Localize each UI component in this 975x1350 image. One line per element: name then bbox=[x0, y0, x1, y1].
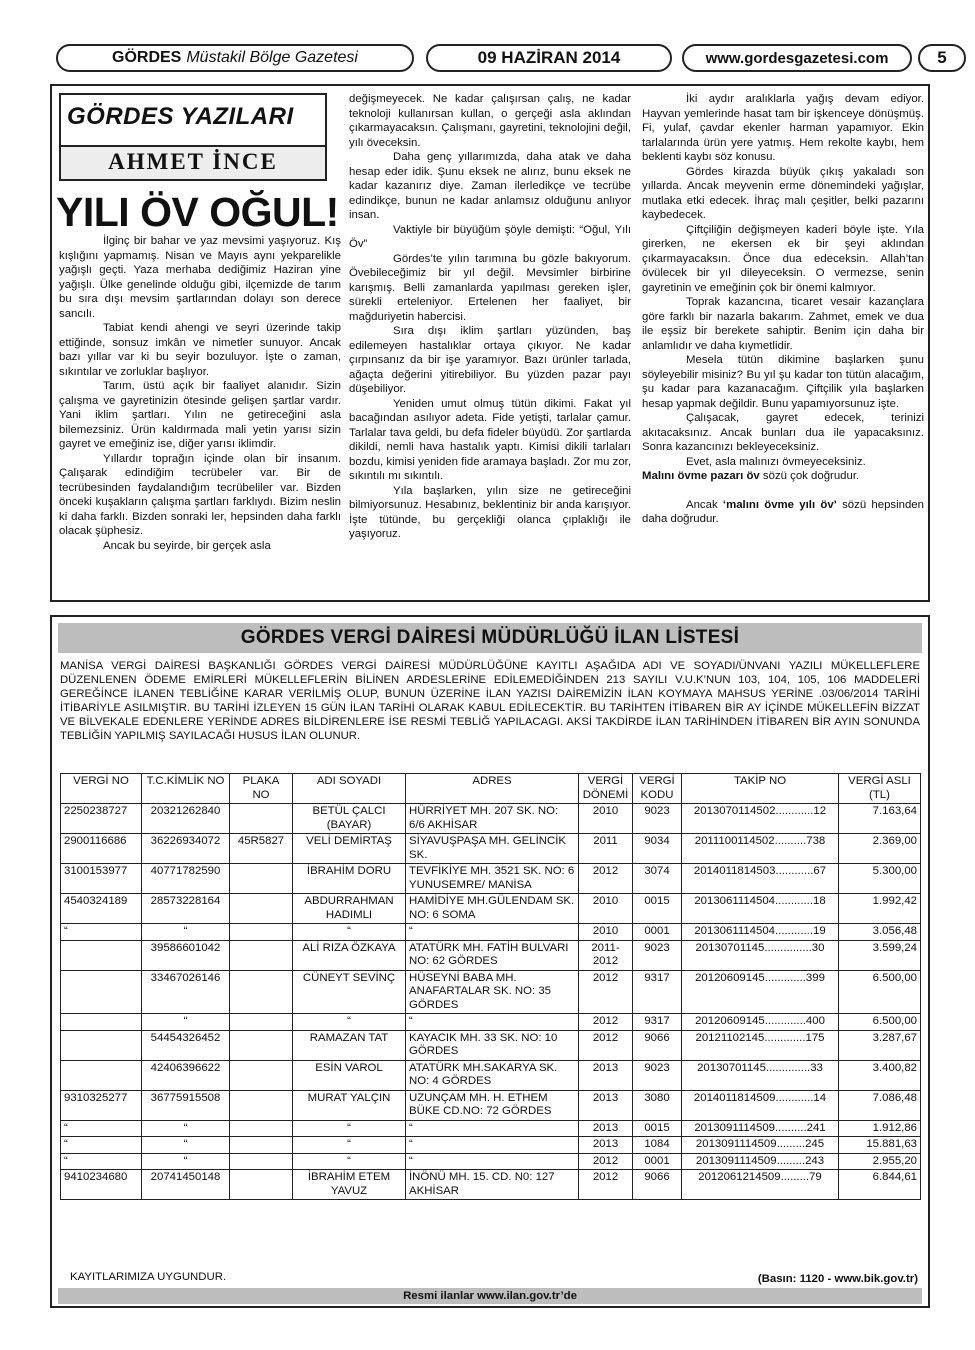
table-cell: 45R5827 bbox=[230, 834, 293, 864]
table-cell: 2012 bbox=[579, 970, 633, 1014]
paragraph: Vaktiyle bir büyüğüm şöyle demişti: “Oğul, Yılı Öv” bbox=[349, 223, 631, 250]
column-article bbox=[50, 84, 930, 602]
paper-subtitle: Müstakil Bölge Gazetesi bbox=[186, 49, 358, 66]
table-cell: 33467026146 bbox=[142, 970, 230, 1014]
table-cell: 0001 bbox=[633, 924, 682, 941]
table-cell bbox=[230, 924, 293, 941]
table-cell: ALİ RIZA ÖZKAYA bbox=[293, 940, 406, 970]
column-header: VERGİ KODU bbox=[633, 774, 682, 804]
table-row bbox=[61, 1090, 921, 1120]
column-label-box bbox=[59, 93, 327, 181]
table-cell: 2013091114509.........243 bbox=[682, 1153, 839, 1170]
table-cell: ATATÜRK MH.SAKARYA SK. NO: 4 GÖRDES bbox=[406, 1060, 579, 1090]
table-row bbox=[61, 894, 921, 924]
table-cell: 3.599,24 bbox=[839, 940, 921, 970]
table-cell bbox=[61, 1030, 142, 1060]
notice-title: GÖRDES VERGİ DAİRESİ MÜDÜRLÜĞÜ İLAN LİSTESİ bbox=[58, 623, 922, 653]
table-cell: 2010 bbox=[579, 924, 633, 941]
table-cell: 2011100114502..........738 bbox=[682, 834, 839, 864]
table-cell: 2010 bbox=[579, 894, 633, 924]
table-cell: 2013 bbox=[579, 1120, 633, 1137]
table-row bbox=[61, 924, 921, 941]
column-author: AHMET İNCE bbox=[108, 149, 278, 174]
table-cell: 9317 bbox=[633, 970, 682, 1014]
paragraph: Ancak bu seyirde, bir gerçek asla bbox=[103, 539, 271, 552]
table-cell bbox=[230, 970, 293, 1014]
table-cell: HÜRRİYET MH. 207 SK. NO: 6/6 AKHİSAR bbox=[406, 804, 579, 834]
table-cell: 2012 bbox=[579, 864, 633, 894]
table-cell: 3080 bbox=[633, 1090, 682, 1120]
tax-notice bbox=[50, 615, 930, 1308]
bold-phrase: Malını övme pazarı öv bbox=[642, 470, 760, 482]
table-cell bbox=[230, 864, 293, 894]
table-cell: 2012 bbox=[579, 1153, 633, 1170]
table-cell: 0015 bbox=[633, 894, 682, 924]
phrase-post: sözü hepsinden daha doğrudur. bbox=[642, 498, 924, 525]
table-cell bbox=[230, 1090, 293, 1120]
table-cell: 9310325277 bbox=[61, 1090, 142, 1120]
table-row bbox=[61, 970, 921, 1014]
table-cell: 1.992,42 bbox=[839, 894, 921, 924]
table-row bbox=[61, 1014, 921, 1031]
table-cell: 3074 bbox=[633, 864, 682, 894]
table-cell: 9317 bbox=[633, 1014, 682, 1031]
table-cell: 3100153977 bbox=[61, 864, 142, 894]
table-cell: ABDURRAHMAN HADIMLI bbox=[293, 894, 406, 924]
table-cell: 2013 bbox=[579, 1090, 633, 1120]
paragraph: değişmeyecek. Ne kadar çalışırsan çalış, ne kadar teknoloji kullanırsan kullan, o gerçeği asla aklından çıkarmayacaksın. Çalışmanı, gayretini, teknolojini değil, yılı öveceksin. bbox=[349, 93, 631, 149]
table-cell: “ bbox=[406, 1014, 579, 1031]
column-label: GÖRDES YAZILARI bbox=[67, 103, 294, 130]
article-column-1 bbox=[59, 234, 341, 553]
paragraph: Mesela tütün dikimine başlarken şunu söyleyebilir misiniz? Bu yıl şu kadar ton tütün alacağım, şu kadar para kazanacağım. Çiftçilik yıla başlarken hesap yapmak değildir. Bunu yapamıyorsunuz işte. bbox=[642, 354, 924, 410]
table-cell: MURAT YALÇIN bbox=[293, 1090, 406, 1120]
table-cell: “ bbox=[142, 1137, 230, 1154]
table-row bbox=[61, 1153, 921, 1170]
table-cell: “ bbox=[406, 924, 579, 941]
column-header: PLAKA NO bbox=[230, 774, 293, 804]
table-cell: 3.287,67 bbox=[839, 1030, 921, 1060]
table-cell: “ bbox=[293, 1014, 406, 1031]
table-cell: 2.369,00 bbox=[839, 834, 921, 864]
table-cell: 9023 bbox=[633, 1060, 682, 1090]
table-cell: 9034 bbox=[633, 834, 682, 864]
table-cell: 3.400,82 bbox=[839, 1060, 921, 1090]
table-cell: RAMAZAN TAT bbox=[293, 1030, 406, 1060]
table-cell: 5.300,00 bbox=[839, 864, 921, 894]
table-cell: 2011-2012 bbox=[579, 940, 633, 970]
table-cell: “ bbox=[293, 1153, 406, 1170]
table-cell: KAYACIK MH. 33 SK. NO: 10 GÖRDES bbox=[406, 1030, 579, 1060]
table-cell: İNÖNÜ MH. 15. CD. N0: 127 AKHİSAR bbox=[406, 1170, 579, 1200]
table-cell: 39586601042 bbox=[142, 940, 230, 970]
table-cell bbox=[230, 894, 293, 924]
paragraph: Yeniden umut olmuş tütün dikimi. Fakat yıl bacağından asılıyor adeta. Fide yetişti, tarlalar çamur. Tarlalar tava geldi, bu defa fideler büyüdü. Zor şartlarda dikildi, nemli hava hastalık yaptı. Kimisi dikili tarlaları bozdu, kimisi yeniden fide aramaya başladı. Zor mu zor, sıkıntılı mı sıkıntılı. bbox=[349, 397, 631, 482]
paragraph: Sıra dışı iklim şartları yüzünden, baş edilemeyen hastalıklar ortaya çıkıyor. Ne kadar çırpınsanız da bir işe yaramıyor. Bazı ürünler tarlada, ağaçta değerini yitirebiliyor. Bu yüzden pazar payı düşebiliyor. bbox=[349, 325, 631, 395]
paragraph: Daha genç yıllarımızda, daha atak ve daha hesap eder idik. Şunu eksek ne alırız, bunu eksek ne kadar kazanırız diye. Zaman ilerledikçe ve tecrübe edindikçe, bunun ne kadar anlamsız olduğunu anlıyor insan. bbox=[349, 151, 631, 221]
table-cell bbox=[61, 940, 142, 970]
table-cell: 20120609145.............400 bbox=[682, 1014, 839, 1031]
paragraph bbox=[642, 498, 924, 527]
table-cell: 2013091114509.........245 bbox=[682, 1137, 839, 1154]
table-row bbox=[61, 1030, 921, 1060]
table-cell: “ bbox=[142, 924, 230, 941]
table-cell: 6.500,00 bbox=[839, 970, 921, 1014]
table-cell: “ bbox=[61, 1120, 142, 1137]
paragraph: Gördes kirazda büyük çıkış yakaladı son yıllarda. Ancak meyvenin erme dönemindeki yağışlar, mutlaka etki edecek. İhraç malı çeşitler, belki pazarını kaybedecek. bbox=[642, 165, 924, 221]
table-row bbox=[61, 1060, 921, 1090]
paragraph: Yıllardır toprağın içinde olan bir insanım. Çalışarak edindiğim tecrübeler var. Bir de tecrübesinden faydalandığım tecrübeliler var. Bizden önceki kuşakların çalışma şartları farklıydı. Bizim neslin ki daha farklı. Bizden sonraki ler, hepsinden daha farklı olacak şüphesiz. bbox=[59, 452, 341, 537]
article-column-3 bbox=[642, 92, 924, 527]
bold-phrase: ‘malını övme yılı öv’ bbox=[722, 498, 837, 511]
table-cell: “ bbox=[61, 1153, 142, 1170]
paragraph: Tabiat kendi ahengi ve seyri üzerinde takip ettiğinde, sonsuz imkân ve nimetler sunuyor. Ancak bazı yıllar var ki bu seyir bozuluyor. İşte o zaman, sıkıntılar ve zorluklar başlıyor. bbox=[59, 322, 341, 378]
table-cell: “ bbox=[293, 924, 406, 941]
table-cell: 54454326452 bbox=[142, 1030, 230, 1060]
paper-name: GÖRDES bbox=[112, 49, 182, 66]
paragraph: İki aydır aralıklarla yağış devam ediyor. Hayvan yemlerinde hasat tam bir işkenceye dönüşmüş. Fi, yulaf, çavdar ekenler harman yapamıyor. Ekin tarlalarında ürün yere yatmış. Hem rekolte kaybı, hem beklenti kaybı söz konusu. bbox=[642, 93, 924, 163]
table-cell: 36775915508 bbox=[142, 1090, 230, 1120]
table-cell: 20120609145.............399 bbox=[682, 970, 839, 1014]
phrase-pre: Ancak bbox=[686, 498, 723, 511]
table-row bbox=[61, 1137, 921, 1154]
paragraph: Yıla başlarken, yılın size ne getireceğini bilmiyorsunuz. Hesabınız, beklentiniz bir anda karışıyor. İşte tütünde, bu gerçekliği olanca çıplaklığı ile yaşıyoruz. bbox=[349, 484, 631, 540]
article-headline: YILI ÖV OĞUL! bbox=[56, 189, 339, 235]
column-header: T.C.KİMLİK NO bbox=[142, 774, 230, 804]
paragraph: Tarım, üstü açık bir faaliyet alanıdır. Sizin çalışma ve gayretinizin ötesinde gelişen şartlar vardır. Yani iklim şartları. Yılın ne getireceğini asla bilemezsiniz. Ürün kaldırmada mali yetin yarısı sizin gayret ve emeğiniz ise, diğer yarısı iklimdir. bbox=[59, 380, 341, 450]
table-cell bbox=[61, 970, 142, 1014]
table-cell: “ bbox=[142, 1120, 230, 1137]
table-cell: 2012 bbox=[579, 1030, 633, 1060]
table-cell: 20130701145...............30 bbox=[682, 940, 839, 970]
table-cell bbox=[230, 1030, 293, 1060]
table-cell bbox=[230, 940, 293, 970]
table-cell: 20741450148 bbox=[142, 1170, 230, 1200]
table-cell: 20121102145.............175 bbox=[682, 1030, 839, 1060]
table-cell: 2011 bbox=[579, 834, 633, 864]
paragraph: Evet, asla malınızı övmeyeceksiniz. bbox=[686, 455, 866, 468]
table-cell: 28573228164 bbox=[142, 894, 230, 924]
table-cell: 42406396622 bbox=[142, 1060, 230, 1090]
table-row bbox=[61, 834, 921, 864]
paragraph: Çalışacak, gayret edecek, terinizi akıtacaksınız. Ancak bunları dua ile yapacaksınız. Sonra kazancınızı bekleyeceksiniz. bbox=[642, 412, 924, 453]
table-cell: CÜNEYT SEVİNÇ bbox=[293, 970, 406, 1014]
table-cell: 6.500,00 bbox=[839, 1014, 921, 1031]
table-cell: 2900116686 bbox=[61, 834, 142, 864]
table-cell: HÜSEYNİ BABA MH. ANAFARTALAR SK. NO: 35 GÖRDES bbox=[406, 970, 579, 1014]
table-cell: 0001 bbox=[633, 1153, 682, 1170]
table-cell: 3.056,48 bbox=[839, 924, 921, 941]
issue-date: 09 HAZİRAN 2014 bbox=[426, 44, 672, 72]
table-cell: 40771782590 bbox=[142, 864, 230, 894]
table-cell: 2013061114504............19 bbox=[682, 924, 839, 941]
table-cell: UZUNÇAM MH. H. ETHEM BÜKE CD.NO: 72 GÖRDES bbox=[406, 1090, 579, 1120]
table-cell bbox=[230, 1060, 293, 1090]
table-cell: “ bbox=[406, 1153, 579, 1170]
newspaper-header bbox=[48, 40, 947, 78]
notice-footer-note: KAYITLARIMIZA UYGUNDUR. bbox=[70, 1271, 227, 1283]
column-header: VERGİ DÖNEMİ bbox=[579, 774, 633, 804]
table-cell: “ bbox=[61, 1137, 142, 1154]
table-cell: 2012061214509.........79 bbox=[682, 1170, 839, 1200]
table-cell: ATATÜRK MH. FATİH BULVARI NO: 62 GÖRDES bbox=[406, 940, 579, 970]
table-cell: 2013070114502............12 bbox=[682, 804, 839, 834]
table-cell bbox=[230, 1170, 293, 1200]
table-cell: 2010 bbox=[579, 804, 633, 834]
table-cell: 4540324189 bbox=[61, 894, 142, 924]
page-number: 5 bbox=[918, 44, 966, 72]
table-cell: VELİ DEMİRTAŞ bbox=[293, 834, 406, 864]
table-cell: ESİN VAROL bbox=[293, 1060, 406, 1090]
table-cell: 2012 bbox=[579, 1170, 633, 1200]
website-link[interactable]: www.gordesgazetesi.com bbox=[682, 44, 912, 72]
table-cell: 2.955,20 bbox=[839, 1153, 921, 1170]
table-row bbox=[61, 940, 921, 970]
table-cell: “ bbox=[142, 1153, 230, 1170]
table-cell: HAMİDİYE MH.GÜLENDAM SK. NO: 6 SOMA bbox=[406, 894, 579, 924]
table-header bbox=[61, 774, 921, 804]
table-cell: 9066 bbox=[633, 1030, 682, 1060]
table-cell bbox=[230, 1153, 293, 1170]
table-cell: 1084 bbox=[633, 1137, 682, 1154]
press-reference: (Basın: 1120 - www.bik.gov.tr) bbox=[757, 1273, 918, 1285]
table-cell: “ bbox=[293, 1137, 406, 1154]
table-cell: SİYAVUŞPAŞA MH. GELİNCİK SK. bbox=[406, 834, 579, 864]
table-cell: 9023 bbox=[633, 940, 682, 970]
table-cell: İBRAHİM ETEM YAVUZ bbox=[293, 1170, 406, 1200]
table-cell: 7.086,48 bbox=[839, 1090, 921, 1120]
column-header: TAKİP NO bbox=[682, 774, 839, 804]
table-cell: 9066 bbox=[633, 1170, 682, 1200]
table-cell: İBRAHİM DORU bbox=[293, 864, 406, 894]
table-cell: 2013091114509..........241 bbox=[682, 1120, 839, 1137]
table-cell: “ bbox=[406, 1120, 579, 1137]
table-cell: 1.912,86 bbox=[839, 1120, 921, 1137]
official-ads-bar: Resmi ilanlar www.ilan.gov.tr’de bbox=[58, 1288, 922, 1304]
paragraph: Toprak kazancına, ticaret vesair kazançlara göre farklı bir nazarla bakarım. Zahmet, emek ve dua ile eşsiz bir berekete sahiptir. Benim için daha bir anlamlıdır ve daha kıymetlidir. bbox=[642, 296, 924, 352]
table-cell bbox=[230, 1137, 293, 1154]
table-cell bbox=[230, 804, 293, 834]
table-cell: 2013061114504............18 bbox=[682, 894, 839, 924]
table-cell: 6.844,61 bbox=[839, 1170, 921, 1200]
paragraph bbox=[642, 469, 924, 484]
table-cell: 20130701145..............33 bbox=[682, 1060, 839, 1090]
table-cell: “ bbox=[61, 924, 142, 941]
paragraph: Çiftçiliğin değişmeyen kaderi böyle işte. Yıla girerken, ne ekersen ek bir şeyi aklından çıkarmayacaksın. Önce dua edeceksin. Allah’tan övülecek bir yıl dileyeceksin. O vermezse, senin gayretinin ve emeğinin çok bir önemi kalmıyor. bbox=[642, 223, 924, 294]
table-cell: 2014011814509............14 bbox=[682, 1090, 839, 1120]
table-cell: 7.163,64 bbox=[839, 804, 921, 834]
table-row bbox=[61, 804, 921, 834]
column-header: VERGİ NO bbox=[61, 774, 142, 804]
notice-intro: MANİSA VERGİ DAİRESİ BAŞKANLIĞI GÖRDES VERGİ DAİRESİ MÜDÜRLÜĞÜNE KAYITLI AŞAĞIDA ADI VE SOYADI/ÜNVANI YAZILI MÜKELLEFLERE DÜZENLENEN ÖDEME EMİRLERİ MÜKELLEFLERİN BİLİNEN ARDESLERİNE EDİLEMEDİĞİNDEN 213 SAYILI V.U.K’NUN 103, 104, 105, 106 MADDELERİ GEREĞİNCE İLANEN TEBLİĞİNE KARAR VERİLMİŞ OLUP, BUNUN ÜZERİNE İLAN YAZISI DAİREMİZİN İLAN KOYMAYA MAHSUS YERİNE .03/06/2014 TARİHİ İTİBARİYLE ASILMIŞTIR. BU TARİHİ İZLEYEN 15 GÜN İLAN TARİHİ OLARAK KABUL EDİLECEKTİR. BU TARİHTEN İTİBAREN BİR AY İÇİNDE MÜKELLEFİN BİZZAT VE BİLVEKALE EDENLERE YERİNDE ADRES BİLDİRENLERE İSE RESMİ TEBLİĞ YAPILACAGI. AKSİ TAKDİRDE İLAN TARİHİNDEN İTİBAREN BİR AYIN SONUNDA TEBLİĞİN YAPILMIŞ SAYILACAĞI HUSUS İLAN OLUNUR. bbox=[60, 660, 920, 742]
table-cell bbox=[61, 1060, 142, 1090]
table-row bbox=[61, 1120, 921, 1137]
table-cell: “ bbox=[293, 1120, 406, 1137]
table-cell: 2014011814503............67 bbox=[682, 864, 839, 894]
table-cell: 15.881,63 bbox=[839, 1137, 921, 1154]
table-row bbox=[61, 864, 921, 894]
table-cell: 0015 bbox=[633, 1120, 682, 1137]
column-header: VERGİ ASLI (TL) bbox=[839, 774, 921, 804]
table-cell: “ bbox=[142, 1014, 230, 1031]
table-cell: 2250238727 bbox=[61, 804, 142, 834]
table-cell bbox=[230, 1120, 293, 1137]
table-cell bbox=[61, 1014, 142, 1031]
paragraph: İlginç bir bahar ve yaz mevsimi yaşıyoruz. Kış kışlığını yapmamış. Nisan ve Mayıs aynı yekparelikle yağışlı geçti. Yaza merhaba dediğimiz Haziran yine yağışlı. Ülke genelinde olduğu gibi, ilçemizde de tarım bu sıra dışı mevsim şartlarından dolayı son derece sancılı. bbox=[59, 235, 341, 320]
paragraph: Gördes’te yılın tarımına bu gözle bakıyorum. Övebileceğimiz bir yıl değil. Mevsimler birbirine karışmış. Belli zamanlarda yapılması gereken işler, sürekli erteleniyor. Ertelenen her faaliyet, bir mağduriyetin habercisi. bbox=[349, 252, 631, 323]
article-column-2 bbox=[349, 92, 631, 542]
table-cell: 36226934072 bbox=[142, 834, 230, 864]
table-cell bbox=[230, 1014, 293, 1031]
table-cell: 2012 bbox=[579, 1014, 633, 1031]
table-cell: “ bbox=[406, 1137, 579, 1154]
table-cell: BETÜL ÇALCI (BAYAR) bbox=[293, 804, 406, 834]
phrase-tail: sözü çok doğrudur. bbox=[759, 470, 860, 482]
column-header: ADI SOYADI bbox=[293, 774, 406, 804]
table-cell: 2013 bbox=[579, 1137, 633, 1154]
table-cell: 2013 bbox=[579, 1060, 633, 1090]
table-cell: 20321262840 bbox=[142, 804, 230, 834]
paper-name-pill bbox=[56, 44, 414, 72]
table-cell: 9410234680 bbox=[61, 1170, 142, 1200]
table-cell: 9023 bbox=[633, 804, 682, 834]
table-row bbox=[61, 1170, 921, 1200]
column-header: ADRES bbox=[406, 774, 579, 804]
tax-table bbox=[60, 773, 921, 1200]
table-cell: TEVFİKİYE MH. 3521 SK. NO: 6 YUNUSEMRE/ MANİSA bbox=[406, 864, 579, 894]
